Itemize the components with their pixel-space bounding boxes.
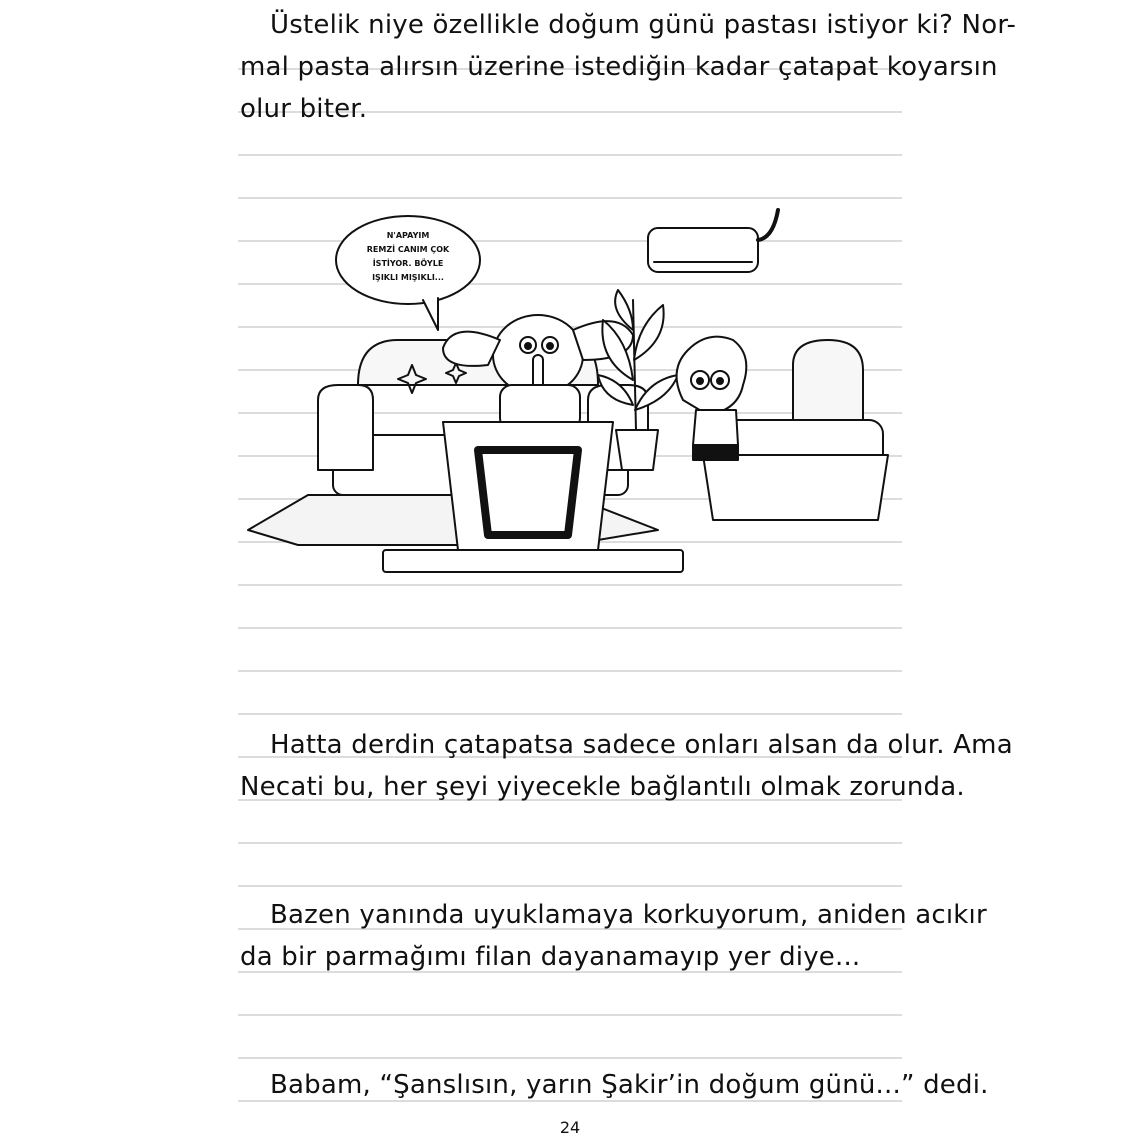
speech-bubble-line: IŞIKLI MIŞIKLI...: [372, 273, 444, 282]
paragraph-line: da bir parmağımı filan dayanamayıp yer diye...: [240, 942, 861, 972]
speech-bubble-line: N'APAYIM: [386, 231, 430, 240]
paragraph-2: [240, 724, 1013, 808]
paragraph-line: Üstelik niye özellikle doğum günü pastası istiyor ki? Nor-: [270, 10, 1017, 40]
paragraph-3: [240, 894, 987, 978]
paragraph-line: olur biter.: [240, 94, 368, 124]
page-number: 24: [559, 1118, 581, 1137]
paragraph-line: Bazen yanında uyuklamaya korkuyorum, aniden acıkır: [270, 900, 987, 930]
speech-bubble-line: İSTİYOR. BÖYLE: [372, 259, 444, 268]
illustration-living-room: [238, 200, 902, 590]
paragraph-4: [240, 1064, 989, 1106]
paragraph-1: [240, 4, 1017, 130]
paragraph-line: Babam, “Şanslısın, yarın Şakir’in doğum günü...” dedi.: [270, 1070, 989, 1100]
paragraph-line: Hatta derdin çatapatsa sadece onları alsan da olur. Ama: [270, 730, 1013, 760]
speech-bubble-line: REMZİ CANIM ÇOK: [366, 245, 450, 254]
paragraph-line: Necati bu, her şeyi yiyecekle bağlantılı olmak zorunda.: [240, 772, 965, 802]
paragraph-line: mal pasta alırsın üzerine istediğin kadar çatapat koyarsın: [240, 52, 998, 82]
